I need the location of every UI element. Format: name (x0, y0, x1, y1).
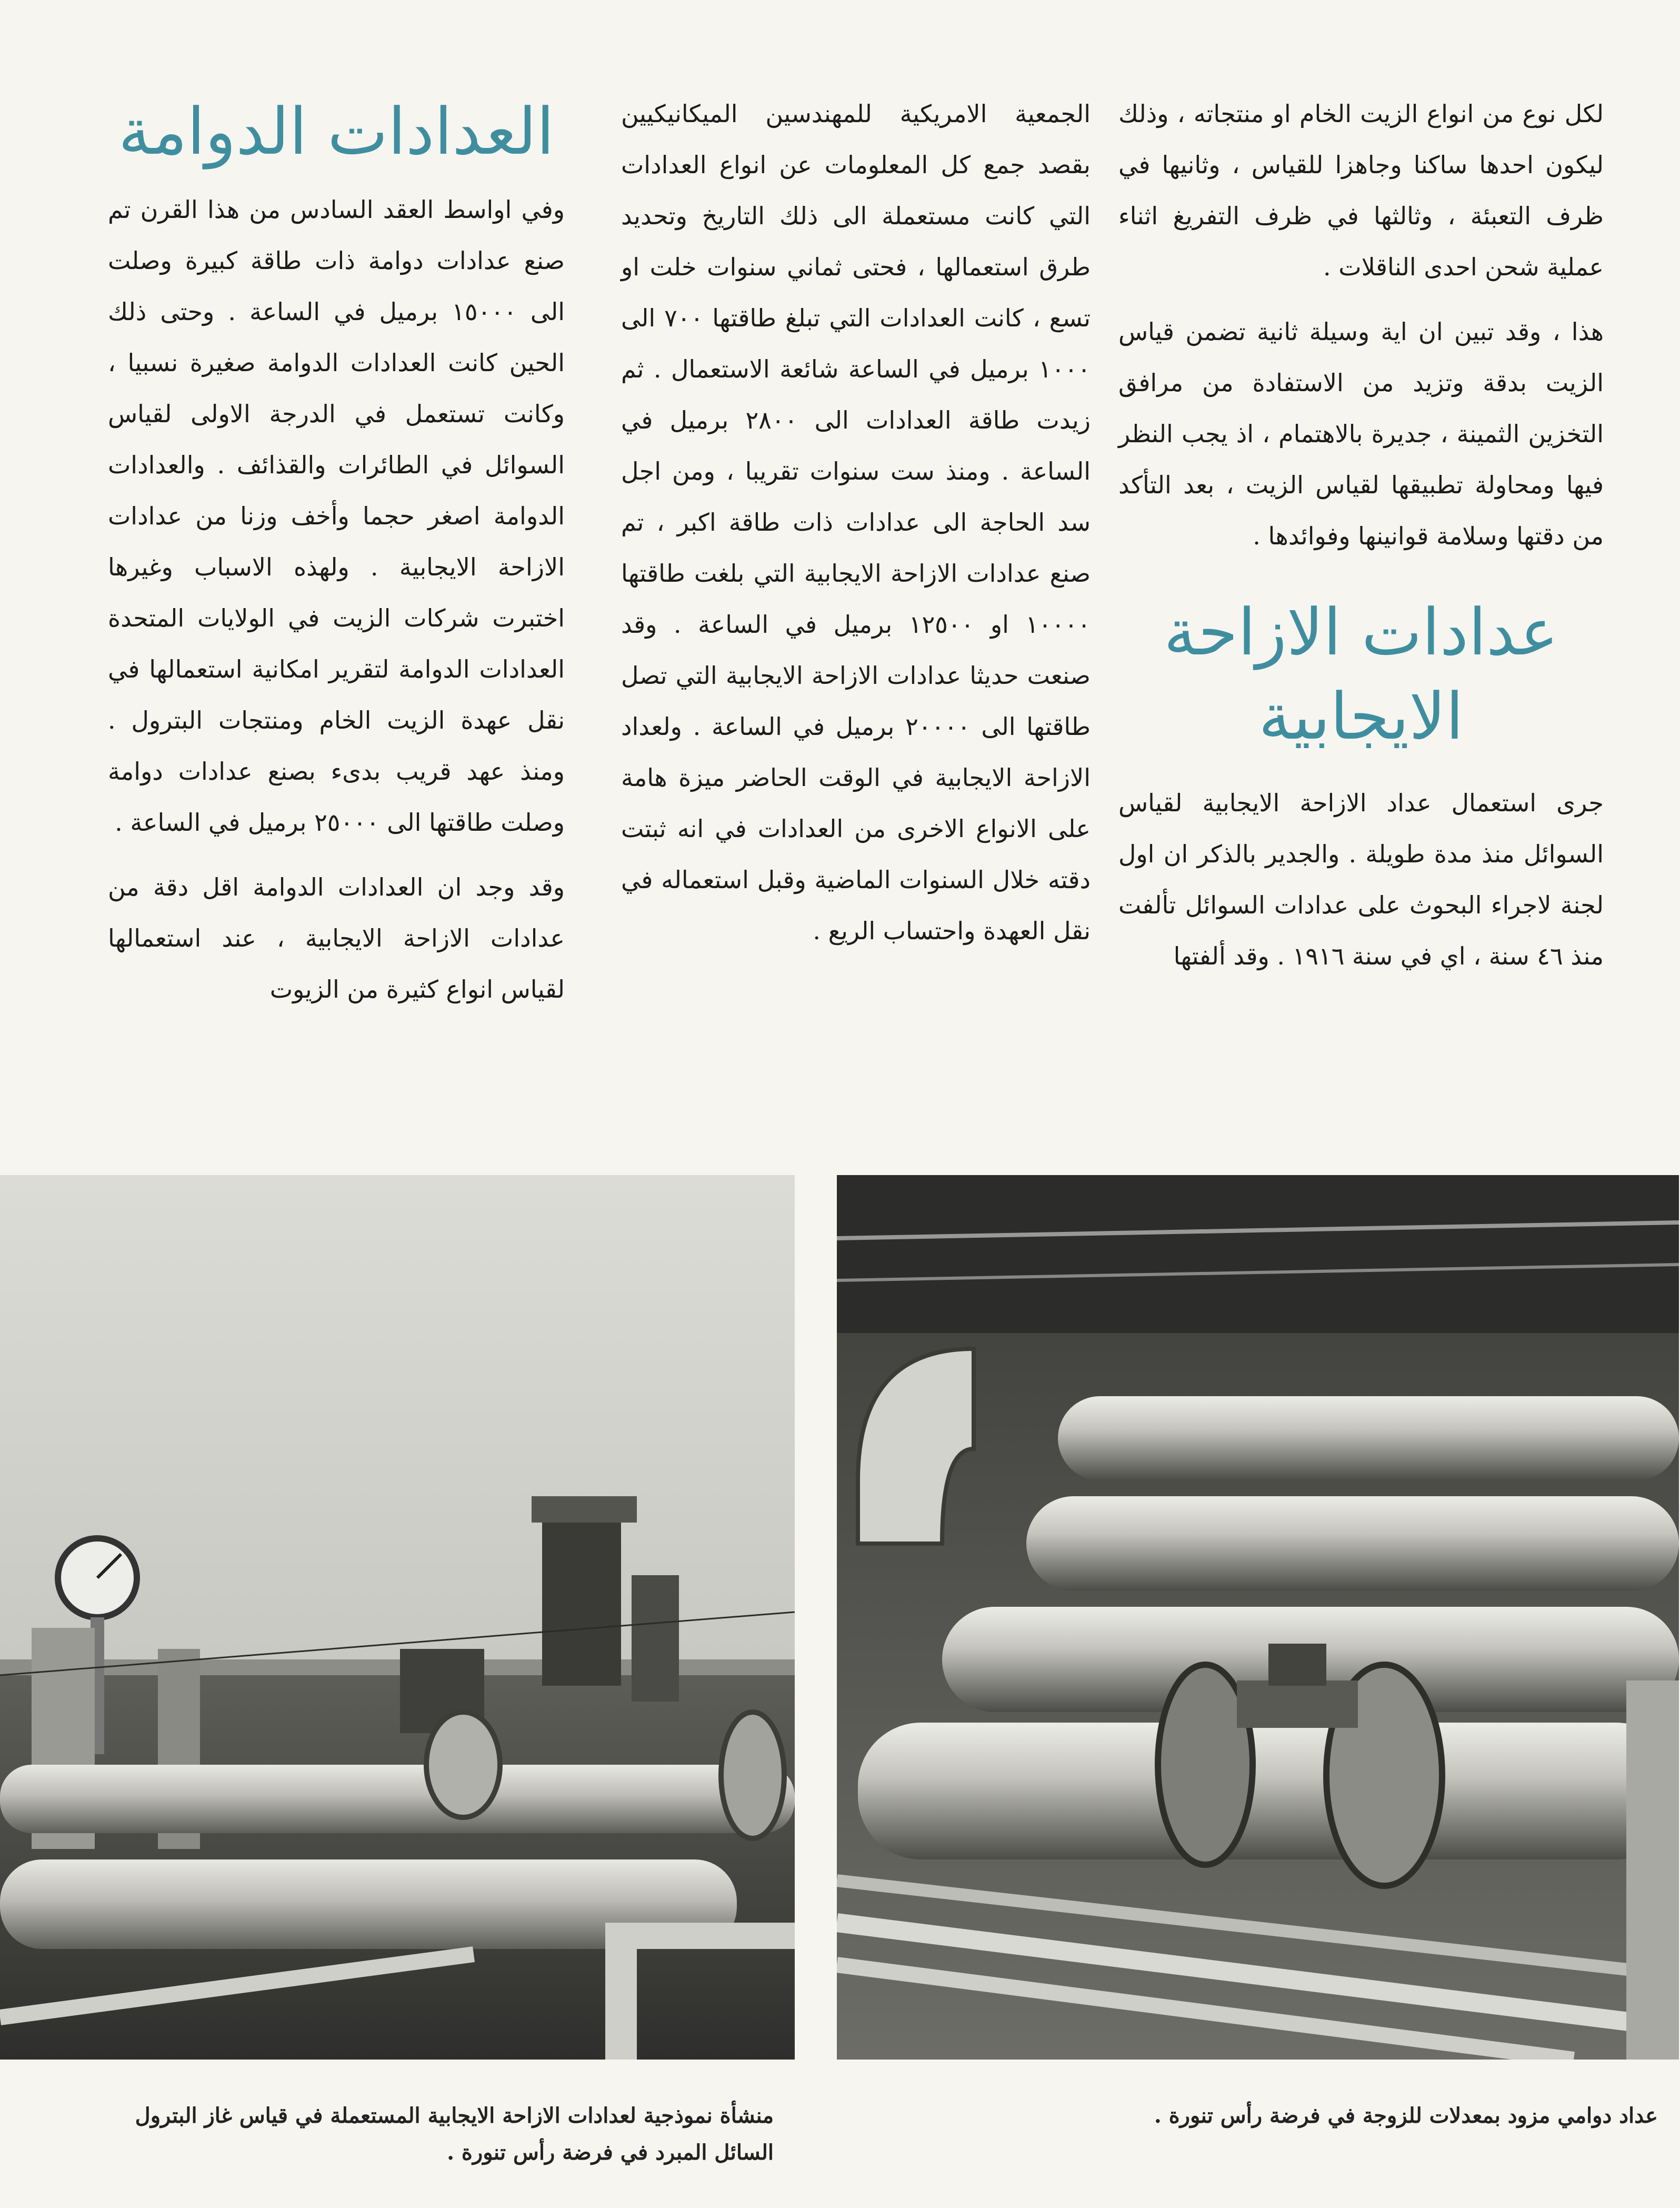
caption-left-photo: منشأة نموذجية لعدادات الازاحة الايجابية المستعملة في قياس غاز البترول السائل المبرد في فرضة رأس تنورة . (135, 2103, 774, 2165)
paragraph: جرى استعمال عداد الازاحة الايجابية لقياس السوائل منذ مدة طويلة . والجدير بالذكر ان اول لجنة لاجراء البحوث على عدادات السوائل تألفت منذ ٤٦ سنة ، اي في سنة ١٩١٦ . وقد ألفتها (1118, 789, 1604, 970)
photo-turbine-meter (837, 1175, 1679, 2060)
paragraph: وفي اواسط العقد السادس من هذا القرن تم صنع عدادات دوامة ذات طاقة كبيرة وصلت الى ١٥٠٠٠ برميل في الساعة . وحتى ذلك الحين كانت العدادات الدوامة صغيرة نسبيا ، وكانت تستعمل في الدرجة الاولى لقياس السوائل في الطائرات والقذائف . والعدادات الدوامة اصغر حجما وأخف وزنا من عدادات الازاحة الايجابية . ولهذه الاسباب وغيرها اختبرت شركات الزيت في الولايات المتحدة العدادات الدوامة لتقرير امكانية استعمالها في نقل عهدة الزيت الخام ومنتجات البترول . ومنذ عهد قريب بدىء بصنع عدادات دوامة وصلت طاقتها الى ٢٥٠٠٠ برميل في الساعة . (108, 195, 565, 837)
paragraph: الجمعية الامريكية للمهندسين الميكانيكيين بقصد جمع كل المعلومات عن انواع العدادات التي كانت مستعملة الى ذلك التاريخ وتحديد طرق استعمالها ، فحتى ثماني سنوات خلت او تسع ، كانت العدادات التي تبلغ طاقتها ٧٠٠ الى ١٠٠٠ برميل في الساعة شائعة الاستعمال . ثم زيدت طاقة العدادات الى ٢٨٠٠ برميل في الساعة . ومنذ ست سنوات تقريبا ، ومن اجل سد الحاجة الى عدادات ذات طاقة اكبر ، تم صنع عدادات الازاحة الايجابية التي بلغت طاقتها ١٠٠٠٠ او ١٢٥٠٠ برميل في الساعة . وقد صنعت حديثا عدادات الازاحة الايجابية التي تصل طاقتها الى ٢٠٠٠٠ برميل في الساعة . ولعداد الازاحة الايجابية في الوقت الحاضر ميزة هامة على الانواع الاخرى من العدادات في انه ثبتت دقته خلال السنوات الماضية وقبل استعماله في نقل العهدة واحتساب الريع . (621, 100, 1091, 945)
industrial-photo-illustration (837, 1175, 1679, 2060)
paragraph: لكل نوع من انواع الزيت الخام او منتجاته ، وذلك ليكون احدها ساكنا وجاهزا للقياس ، وثانيها في ظرف التعبئة ، وثالثها في ظرف التفريغ اثناء عملية شحن احدى الناقلات . (1118, 100, 1604, 281)
text-column-middle (621, 88, 1091, 970)
industrial-photo-illustration (0, 1175, 795, 2060)
photo-positive-displacement-meters (0, 1175, 795, 2060)
text-column-left (108, 88, 565, 1029)
paragraph: هذا ، وقد تبين ان اية وسيلة ثانية تضمن قياس الزيت بدقة وتزيد من الاستفادة من مرافق التخزين الثمينة ، جديرة بالاهتمام ، اذ يجب النظر فيها ومحاولة تطبيقها لقياس الزيت ، بعد التأكد من دقتها وسلامة قوانينها وفوائدها . (1118, 317, 1604, 550)
section-heading-turbine-meters: العدادات الدوامة (118, 94, 555, 169)
paragraph: وقد وجد ان العدادات الدوامة اقل دقة من عدادات الازاحة الايجابية ، عند استعمالها لقياس انواع كثيرة من الزيوت (108, 873, 565, 1003)
caption-right-photo: عداد دوامي مزود بمعدلات للزوجة في فرضة رأس تنورة . (1154, 2103, 1658, 2128)
section-heading-positive-displacement-meters: عدادات الازاحة الايجابية (1164, 595, 1558, 754)
text-column-right (1118, 88, 1604, 996)
